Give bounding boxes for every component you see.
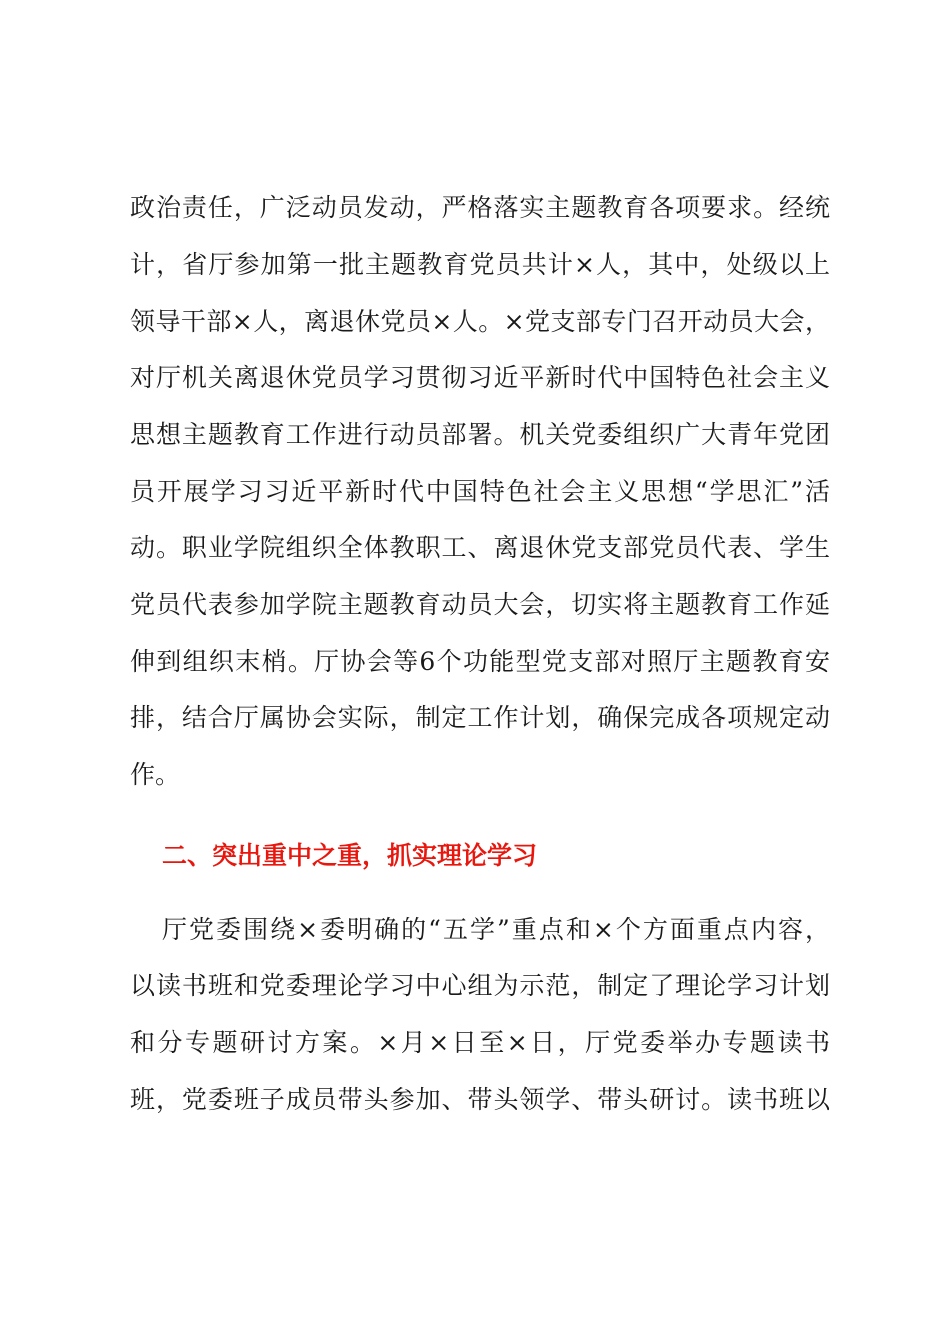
text-line: 伸到组织末梢。厅协会等6个功能型党支部对照厅主题教育安 [130, 647, 830, 676]
text-line: 员开展学习习近平新时代中国特色社会主义思想“学思汇”活 [130, 477, 830, 506]
text-line: 班，党委班子成员带头参加、带头领学、带头研讨。读书班以 [130, 1085, 830, 1114]
text-line: 领导干部×人，离退休党员×人。×党支部专门召开动员大会， [130, 307, 830, 336]
text-line: 计，省厅参加第一批主题教育党员共计×人，其中，处级以上 [130, 250, 830, 279]
text-line: 以读书班和党委理论学习中心组为示范，制定了理论学习计划 [130, 971, 830, 1000]
text-line: 排，结合厅属协会实际，制定工作计划，确保完成各项规定动 [130, 703, 830, 732]
text-line: 对厅机关离退休党员学习贯彻习近平新时代中国特色社会主义 [130, 363, 830, 392]
text-line: 思想主题教育工作进行动员部署。机关党委组织广大青年党团 [130, 420, 830, 449]
text-line: 党员代表参加学院主题教育动员大会，切实将主题教育工作延 [130, 590, 830, 619]
section-heading: 二、突出重中之重，抓实理论学习 [162, 841, 538, 870]
text-line: 作。 [130, 760, 181, 789]
text-line: 政治责任，广泛动员发动，严格落实主题教育各项要求。经统 [130, 193, 830, 222]
text-line: 动。职业学院组织全体教职工、离退休党支部党员代表、学生 [130, 533, 830, 562]
text-line: 和分专题研讨方案。×月×日至×日，厅党委举办专题读书 [130, 1028, 830, 1057]
text-line: 厅党委围绕×委明确的“五学”重点和×个方面重点内容， [162, 915, 830, 944]
